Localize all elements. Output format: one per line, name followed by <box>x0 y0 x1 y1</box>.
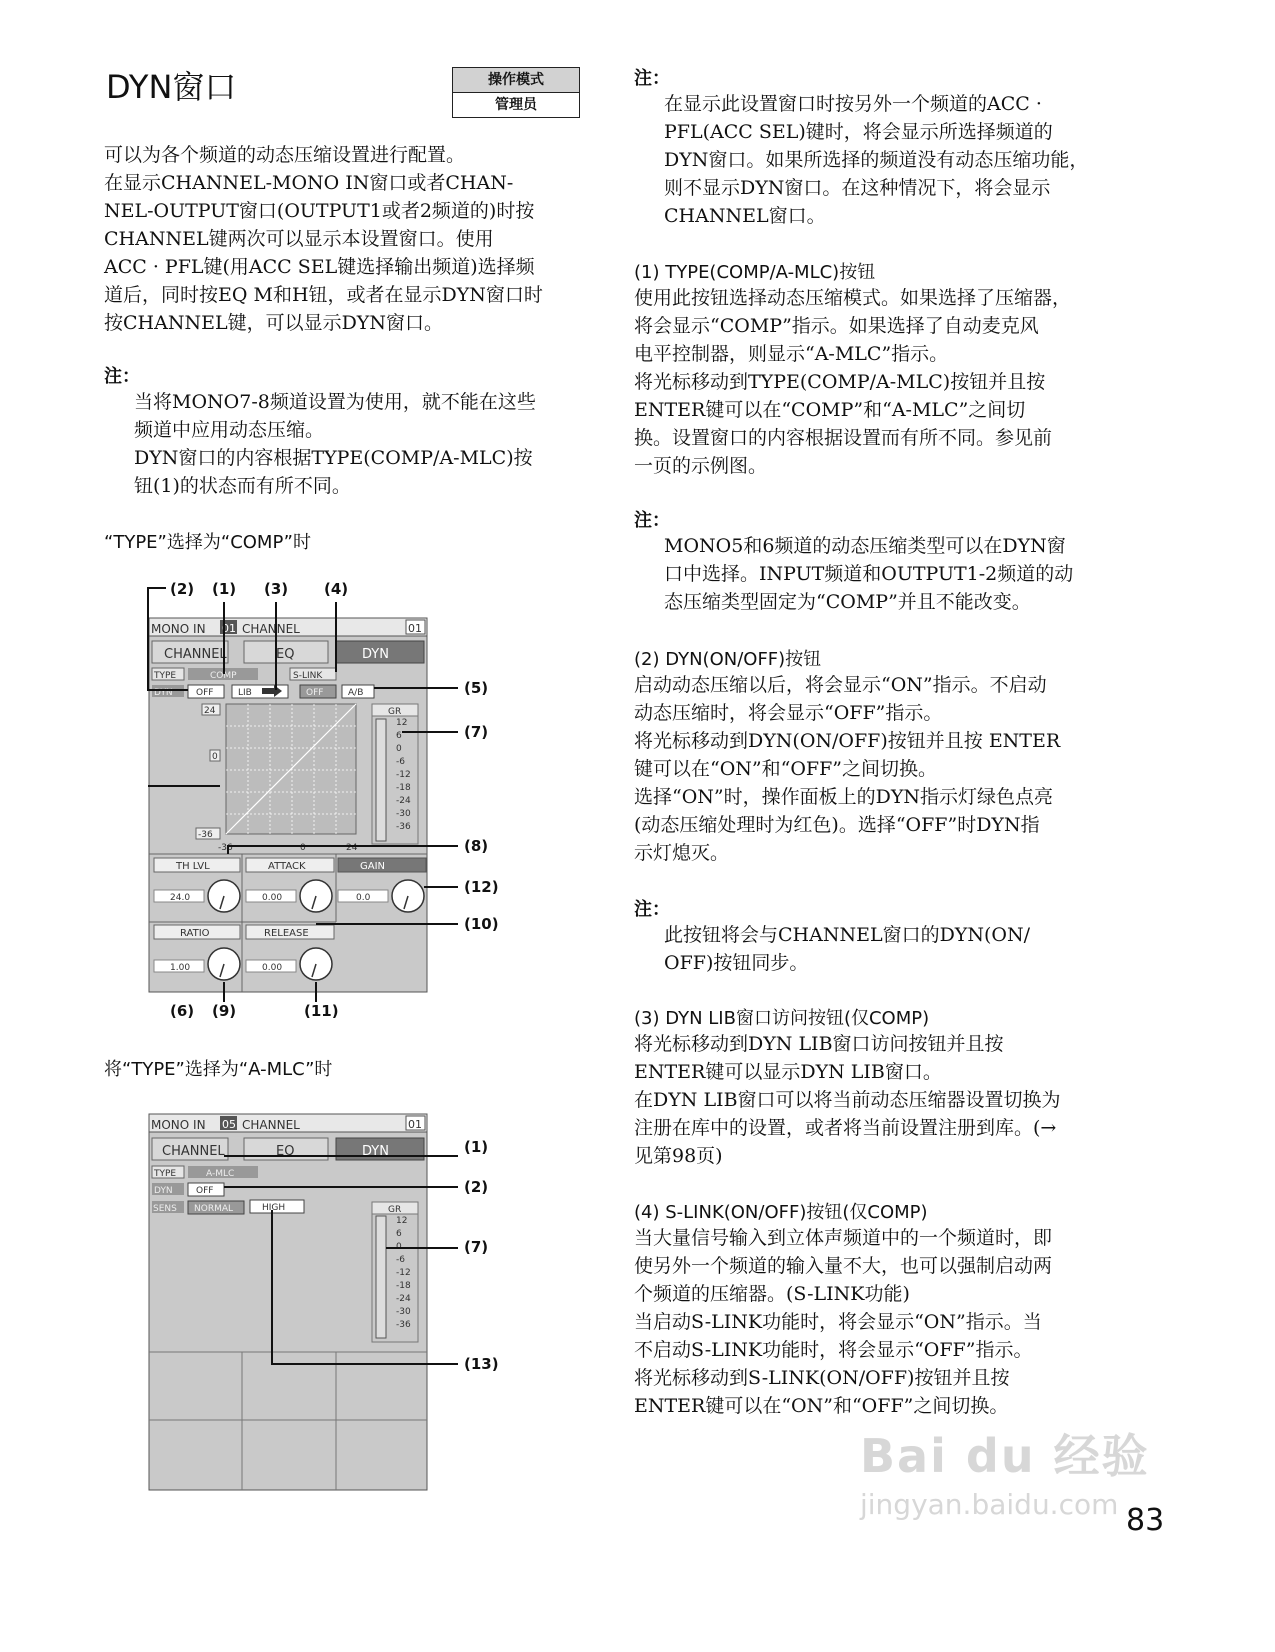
type-value: COMP <box>210 671 237 681</box>
dyn-value: OFF <box>196 688 214 698</box>
note-line: 在显示此设置窗口时按另外一个频道的ACC · <box>664 93 1042 115</box>
body-line: 选择“ON”时，操作面板上的DYN指示灯绿色点亮 <box>634 786 1054 808</box>
intro-line: 可以为各个频道的动态压缩设置进行配置。 <box>104 144 466 166</box>
knob-value: 0.0 <box>356 893 371 903</box>
tab-eq-label: EQ <box>276 647 295 662</box>
operation-mode-box <box>452 67 580 118</box>
intro-line: 道后，同时按EQ M和H钮，或者在显示DYN窗口时 <box>104 284 543 306</box>
page-number: 83 <box>1126 1503 1165 1538</box>
graph-label-bottom: -36 <box>198 830 213 840</box>
callout-label: (10) <box>464 915 499 933</box>
knob-label: GAIN <box>360 861 386 872</box>
note-low-body <box>664 921 1030 977</box>
body-line: 换。设置窗口的内容根据设置而有所不同。参见前 <box>634 427 1053 449</box>
tab-eq-label: EQ <box>276 1144 295 1159</box>
watermark <box>860 1420 1150 1521</box>
body-line: 个频道的压缩器。(S-LINK功能) <box>634 1283 910 1305</box>
section-heading-slink: (4) S-LINK(ON/OFF)按钮(仅COMP) <box>634 1202 928 1223</box>
gr-tick: 0 <box>396 744 402 754</box>
watermark-brand: Bai du 经验 <box>860 1429 1150 1483</box>
tab-dyn-label: DYN <box>362 647 389 662</box>
callout-label: (1) <box>464 1138 489 1156</box>
watermark-url: jingyan.baidu.com <box>860 1488 1119 1521</box>
body-line: ENTER键可以在“ON”和“OFF”之间切换。 <box>634 1395 1009 1417</box>
callout-label: (2) <box>464 1178 489 1196</box>
knob-value: 0.00 <box>262 963 283 973</box>
graph-label-top: 24 <box>204 706 216 716</box>
note-line: OFF)按钮同步。 <box>664 952 809 974</box>
gr-tick: -18 <box>396 1281 411 1291</box>
note-line: 态压缩类型固定为“COMP”并且不能改变。 <box>664 591 1031 613</box>
note-line: 口中选择。INPUT频道和OUTPUT1-2频道的动 <box>664 563 1074 585</box>
gr-tick: -6 <box>396 1255 405 1265</box>
gr-tick: -36 <box>396 822 411 832</box>
note-line: 则不显示DYN窗口。在这种情况下，将会显示 <box>664 177 1051 199</box>
knob-label: ATTACK <box>268 861 306 872</box>
channel-number: 01 <box>222 622 236 635</box>
tab-channel-label: CHANNEL <box>164 647 227 662</box>
gr-tick: 6 <box>396 731 402 741</box>
body-line: 将光标移动到S-LINK(ON/OFF)按钮并且按 <box>634 1367 1010 1389</box>
note-label: 注： <box>634 899 670 920</box>
intro-line: NEL-OUTPUT窗口(OUTPUT1或者2频道的)时按 <box>104 200 535 222</box>
ab-label: A/B <box>348 688 364 698</box>
callout-label: (7) <box>464 1238 489 1256</box>
mono-in-label: MONO IN <box>151 1118 206 1132</box>
knob-value: 24.0 <box>170 893 191 903</box>
note-line: 钮(1)的状态而有所不同。 <box>134 475 351 497</box>
body-line: 将光标移动到DYN(ON/OFF)按钮并且按 ENTER <box>634 730 1061 752</box>
section-body-dyn <box>634 671 1060 867</box>
channel-number: 05 <box>222 1118 236 1131</box>
gr-tick: -6 <box>396 757 405 767</box>
note-label: 注： <box>104 366 140 387</box>
graph-label-mid: 0 <box>212 752 218 762</box>
intro-line: 按CHANNEL键，可以显示DYN窗口。 <box>104 312 443 334</box>
sens-label: SENS <box>153 1204 177 1214</box>
dyn-label: DYN <box>154 688 173 698</box>
note-line: 频道中应用动态压缩。 <box>134 419 325 441</box>
gr-meter-bar <box>376 1216 386 1338</box>
body-line: 启动动态压缩以后，将会显示“ON”指示。不启动 <box>634 674 1047 696</box>
body-line: 在DYN LIB窗口可以将当前动态压缩器设置切换为 <box>634 1089 1061 1111</box>
knob-label: TH LVL <box>176 861 210 872</box>
note1-body <box>134 388 536 500</box>
dyn-label: DYN <box>154 1186 173 1196</box>
sens-normal-label: NORMAL <box>194 1204 234 1214</box>
body-line: 当启动S-LINK功能时，将会显示“ON”指示。当 <box>634 1311 1042 1333</box>
callout-label: (3) <box>264 580 289 598</box>
body-line: 见第98页) <box>634 1145 723 1167</box>
gr-tick: -30 <box>396 809 411 819</box>
gr-tick: -18 <box>396 783 411 793</box>
section-body-lib <box>634 1030 1061 1170</box>
dyn-amlc-screen-figure <box>140 1106 520 1496</box>
type-value: A-MLC <box>206 1169 235 1179</box>
body-line: 一页的示例图。 <box>634 455 768 477</box>
section-heading-lib: (3) DYN LIB窗口访问按钮(仅COMP) <box>634 1008 930 1029</box>
type-label: TYPE <box>154 1169 177 1179</box>
note-line: MONO5和6频道的动态压缩类型可以在DYN窗 <box>664 535 1066 557</box>
note-mid-body <box>664 532 1073 616</box>
callout-label: (6) <box>170 1002 195 1020</box>
callout-label: (8) <box>464 837 489 855</box>
section-heading-type: (1) TYPE(COMP/A-MLC)按钮 <box>634 262 876 283</box>
type-label: TYPE <box>154 671 177 681</box>
body-line: ENTER键可以显示DYN LIB窗口。 <box>634 1061 942 1083</box>
intro-line: ACC · PFL键(用ACC SEL键选择输出频道)选择频 <box>104 256 535 278</box>
body-line: 将光标移动到TYPE(COMP/A-MLC)按钮并且按 <box>634 371 1046 393</box>
gr-tick: -36 <box>396 1320 411 1330</box>
body-line: 电平控制器，则显示“A-MLC”指示。 <box>634 343 949 365</box>
gr-label: GR <box>388 707 402 717</box>
amlc-caption: 将“TYPE”选择为“A-MLC”时 <box>104 1059 333 1080</box>
body-line: (动态压缩处理时为红色)。选择“OFF”时DYN指 <box>634 814 1040 836</box>
note-label: 注： <box>634 68 670 89</box>
gr-tick: 12 <box>396 1216 408 1226</box>
callout-label: (1) <box>212 580 237 598</box>
body-line: 示灯熄灭。 <box>634 842 730 864</box>
gr-tick: -12 <box>396 1268 411 1278</box>
body-line: 将会显示“COMP”指示。如果选择了自动麦克风 <box>634 315 1039 337</box>
body-line: ENTER键可以在“COMP”和“A-MLC”之间切 <box>634 399 1026 421</box>
callout-label: (9) <box>212 1002 237 1020</box>
note-line: CHANNEL窗口。 <box>664 205 826 227</box>
gr-tick: 12 <box>396 718 408 728</box>
callout-label: (12) <box>464 878 499 896</box>
note-top-body <box>664 90 1088 230</box>
graph-x-mid: 0 <box>300 843 306 853</box>
section-body-type <box>634 284 1071 480</box>
callout-label: (2) <box>170 580 195 598</box>
section-heading-dyn: (2) DYN(ON/OFF)按钮 <box>634 649 822 670</box>
gr-tick: 6 <box>396 1229 402 1239</box>
note-line: DYN窗口。如果所选择的频道没有动态压缩功能， <box>664 149 1089 171</box>
tab-channel-label: CHANNEL <box>162 1144 225 1159</box>
dyn-value: OFF <box>196 1186 214 1196</box>
op-mode-value: 管理员 <box>495 97 537 113</box>
knob-label: RELEASE <box>264 928 309 939</box>
knob-label: RATIO <box>180 928 210 939</box>
callout-label: (11) <box>304 1002 339 1020</box>
callout-label: (4) <box>324 580 349 598</box>
lib-label: LIB <box>238 688 252 698</box>
channel-label: CHANNEL <box>242 622 300 636</box>
callout-label: (5) <box>464 679 489 697</box>
gr-meter-bar <box>376 719 386 841</box>
dyn-comp-screen-figure <box>140 572 520 1022</box>
channel-label: CHANNEL <box>242 1118 300 1132</box>
slink-label: S-LINK <box>293 671 323 681</box>
body-line: 键可以在“ON”和“OFF”之间切换。 <box>634 758 937 780</box>
gr-tick: 0 <box>396 1242 402 1252</box>
section-body-slink <box>634 1224 1052 1420</box>
sens-high-label: HIGH <box>262 1203 286 1213</box>
right-number: 01 <box>408 622 422 635</box>
body-line: 动态压缩时，将会显示“OFF”指示。 <box>634 702 943 724</box>
gr-tick: -24 <box>396 796 411 806</box>
mono-in-label: MONO IN <box>151 622 206 636</box>
gr-tick: -30 <box>396 1307 411 1317</box>
note-label: 注： <box>634 510 670 531</box>
gr-tick: -24 <box>396 1294 411 1304</box>
body-line: 当大量信号输入到立体声频道中的一个频道时，即 <box>634 1227 1053 1249</box>
body-line: 将光标移动到DYN LIB窗口访问按钮并且按 <box>634 1033 1004 1055</box>
page-title: DYN窗口 <box>106 68 237 106</box>
knob-value: 0.00 <box>262 893 283 903</box>
graph-x-left: -36 <box>218 843 233 853</box>
tab-dyn-label: DYN <box>362 1144 389 1159</box>
graph-x-right: 24 <box>346 843 358 853</box>
note-line: PFL(ACC SEL)键时，将会显示所选择频道的 <box>664 121 1053 143</box>
knob-value: 1.00 <box>170 963 191 973</box>
slink-value: OFF <box>306 688 324 698</box>
body-line: 使用此按钮选择动态压缩模式。如果选择了压缩器， <box>634 287 1072 309</box>
comp-caption: “TYPE”选择为“COMP”时 <box>104 532 311 553</box>
intro-line: 在显示CHANNEL-MONO IN窗口或者CHAN- <box>104 172 514 194</box>
gr-label: GR <box>388 1205 402 1215</box>
intro-paragraph <box>104 141 543 337</box>
callout-label: (7) <box>464 723 489 741</box>
intro-line: CHANNEL键两次可以显示本设置窗口。使用 <box>104 228 494 250</box>
op-mode-label: 操作模式 <box>453 68 579 93</box>
note-line: DYN窗口的内容根据TYPE(COMP/A-MLC)按 <box>134 447 533 469</box>
body-line: 注册在库中的设置，或者将当前设置注册到库。(→ <box>634 1117 1057 1139</box>
body-line: 使另外一个频道的输入量不大，也可以强制启动两 <box>634 1255 1053 1277</box>
callout-label: (13) <box>464 1355 499 1373</box>
body-line: 不启动S-LINK功能时，将会显示“OFF”指示。 <box>634 1339 1033 1361</box>
gr-tick: -12 <box>396 770 411 780</box>
note-line: 此按钮将会与CHANNEL窗口的DYN(ON/ <box>664 924 1030 946</box>
note-line: 当将MONO7-8频道设置为使用，就不能在这些 <box>134 391 536 413</box>
right-number: 01 <box>408 1118 422 1131</box>
